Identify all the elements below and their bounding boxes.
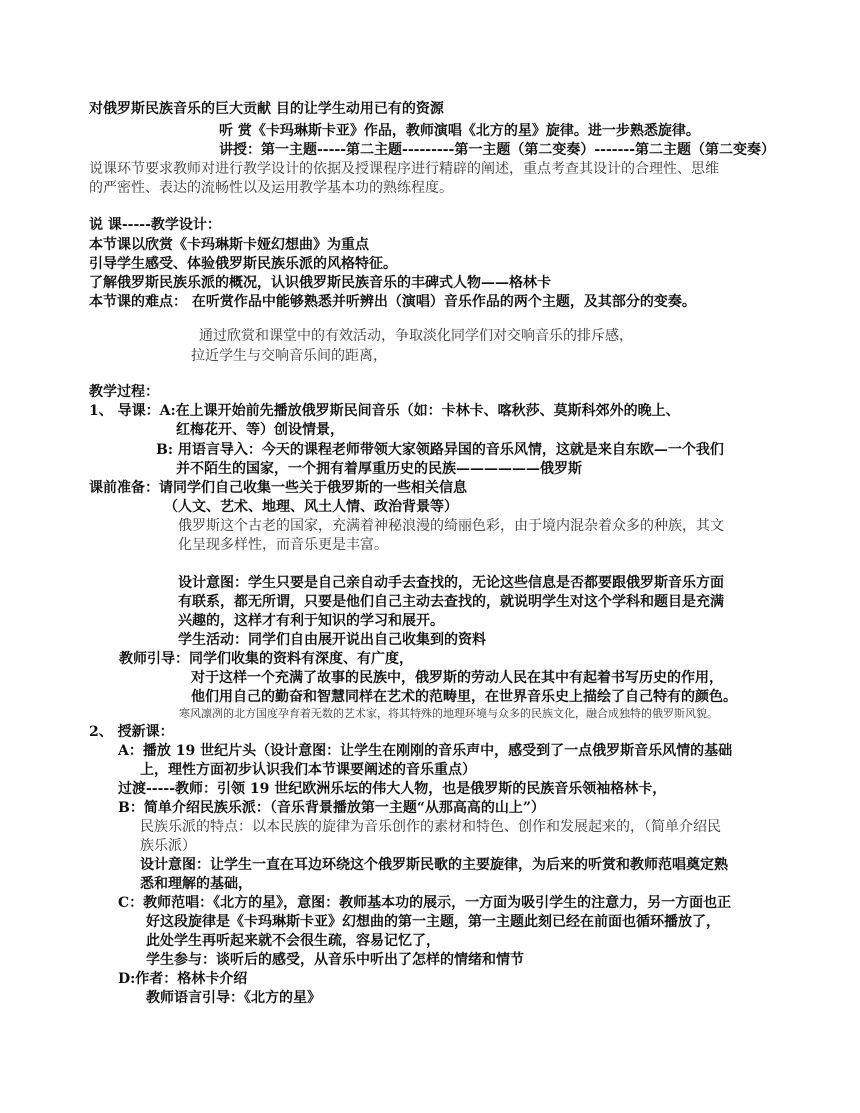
text-line: 讲授：第一主题-----第二主题---------第一主题（第二变奏）-------第二主题（第二变奏） [219, 142, 776, 158]
text-line: B：简单介绍民族乐派：（音乐背景播放第一主题“从那高高的山上”） [118, 800, 545, 816]
text-line: 本节课以欣赏《卡玛琳斯卡娅幻想曲》为重点 [89, 237, 369, 253]
text-line: 有联系，都无所谓，只要是他们自己主动去查找的，就说明学生对这个学科和题目是充满 [178, 594, 724, 610]
text-line: 说课环节要求教师对进行教学设计的依据及授课程序进行精辟的阐述，重点考查其设计的合理性、思维 [89, 161, 719, 177]
text-line: 引导学生感受、体验俄罗斯民族乐派的风格特征。 [89, 256, 397, 272]
text-line: 红梅花开、等）创设情景， [176, 422, 344, 438]
text-line: 民族乐派的特点：以本民族的旋律为音乐创作的素材和特色、创作和发展起来的，（简单介绍民 [140, 819, 721, 835]
text-line: 寒风凛冽的北方国度孕育着无数的艺术家，将其特殊的地理环境与众多的民族文化，融合成独特的俄罗斯风貌。 [179, 707, 718, 720]
text-line: 设计意图：学生只要是自己亲自动手去查找的，无论这些信息是否都要跟俄罗斯音乐方面 [178, 575, 724, 591]
text-line: 他们用自己的勤奋和智慧同样在艺术的范畴里，在世界音乐史上描绘了自己特有的颜色。 [191, 689, 737, 705]
text-line: 化呈现多样性，而音乐更是丰富。 [178, 537, 388, 553]
section-heading: 教学过程： [89, 384, 159, 400]
text-line: C：教师范唱：《北方的星》，意图：教师基本功的展示，一方面为吸引学生的注意力，另一方面也正 [118, 895, 732, 911]
text-line: 学生活动：同学们自由展开说出自己收集到的资料 [178, 632, 486, 648]
text-line: 此处学生再听起来就不会很生疏，容易记忆了， [146, 933, 440, 949]
text-line: 族乐派） [140, 838, 196, 854]
text-line: 的严密性、表达的流畅性以及运用教学基本功的熟练程度。 [89, 180, 453, 196]
section-heading: 说 课-----教学设计： [89, 217, 221, 233]
text-line: 了解俄罗斯民族乐派的概况，认识俄罗斯民族音乐的丰碑式人物——格林卡 [89, 275, 551, 291]
text-line: 对于这样一个充满了故事的民族中，俄罗斯的劳动人民在其中有起着书写历史的作用， [191, 670, 723, 686]
section-heading: 2、 授新课： [89, 724, 174, 740]
text-line: 好这段旋律是《卡玛琳斯卡亚》幻想曲的第一主题，第一主题此刻已经在前面也循环播放了， [146, 914, 720, 930]
text-line: 1、 导课：A:在上课开始前先播放俄罗斯民间音乐（如：卡林卡、喀秋莎、莫斯科郊外的晚上、 [89, 403, 680, 419]
text-line: A：播放 19 世纪片头（设计意图：让学生在刚刚的音乐声中，感受到了一点俄罗斯音乐风情的基础 [118, 743, 733, 759]
text-line: 教师语言引导：《北方的星》 [146, 990, 321, 1006]
text-line: 对俄罗斯民族音乐的巨大贡献 目的让学生动用已有的资源 [89, 101, 444, 117]
text-line: 学生参与：谈听后的感受，从音乐中听出了怎样的情绪和情节 [146, 952, 524, 968]
text-line: （人文、艺术、地理、风土人情、政治背景等） [164, 499, 458, 515]
text-line: D:作者：格林卡介绍 [118, 971, 248, 987]
text-line: 上，理性方面初步认识我们本节课要阐述的音乐重点） [140, 762, 476, 778]
text-line: 拉近学生与交响音乐间的距离， [191, 348, 387, 364]
text-line: 并不陌生的国家，一个拥有着厚重历史的民族——————俄罗斯 [176, 461, 582, 477]
text-line: B: 用语言导入：今天的课程老师带领大家领路异国的音乐风情，这就是来自东欧—一个我们 [156, 442, 724, 458]
text-line: 过渡-----教师：引领 19 世纪欧洲乐坛的伟大人物，也是俄罗斯的民族音乐领袖格林卡， [118, 781, 667, 797]
text-line: 兴趣的，这样才有利于知识的学习和展开。 [178, 613, 444, 629]
text-line: 本节课的难点： 在听赏作品中能够熟悉并听辨出（演唱）音乐作品的两个主题，及其部分的变奏。 [89, 294, 696, 310]
text-line: 悉和理解的基础， [140, 876, 252, 892]
text-line: 通过欣赏和课堂中的有效活动，争取淡化同学们对交响音乐的排斥感， [199, 328, 633, 344]
text-line: 课前准备：请同学们自己收集一些关于俄罗斯的一些相关信息 [89, 480, 467, 496]
text-line: 俄罗斯这个古老的国家，充满着神秘浪漫的绮丽色彩，由于境内混杂着众多的种族，其文 [178, 518, 724, 534]
text-line: 听 赏《卡玛琳斯卡亚》作品，教师演唱《北方的星》旋律。进一步熟悉旋律。 [219, 123, 700, 139]
text-line: 教师引导：同学们收集的资料有深度、有广度， [119, 651, 413, 667]
text-line: 设计意图：让学生一直在耳边环绕这个俄罗斯民歌的主要旋律，为后来的听赏和教师范唱奠定熟 [140, 857, 728, 873]
